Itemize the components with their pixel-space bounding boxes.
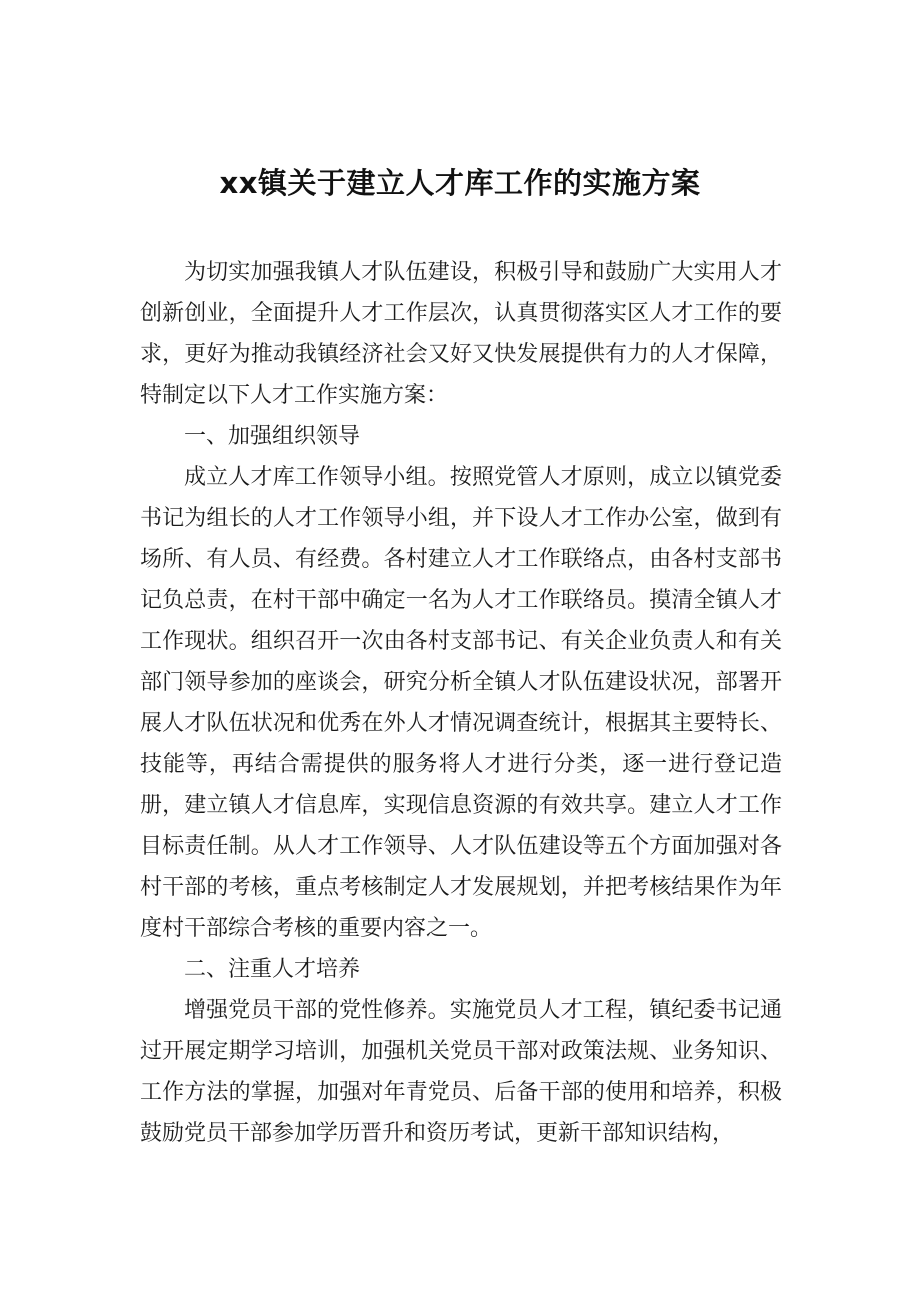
intro-paragraph: 为切实加强我镇人才队伍建设，积极引导和鼓励广大实用人才创新创业，全面提升人才工作层次，认真贯彻落实区人才工作的要求，更好为推动我镇经济社会又好又快发展提供有力的人才保障，特制定以下人才工作实施方案： xyxy=(140,260,782,408)
section-paragraph-2: 增强党员干部的党性修养。实施党员人才工程，镇纪委书记通过开展定期学习培训，加强机关党员干部对政策法规、业务知识、工作方法的掌握，加强对年青党员、后备干部的使用和培养，积极鼓励党员干部参加学历晋升和资历考试，更新干部知识结构， xyxy=(140,998,782,1146)
section-heading-2: 二、注重人才培养 xyxy=(184,957,361,982)
section-heading-1: 一、加强组织领导 xyxy=(184,424,361,449)
document-body xyxy=(140,252,782,1154)
document-title: xx镇关于建立人才库工作的实施方案 xyxy=(219,166,701,200)
section-paragraph-1: 成立人才库工作领导小组。按照党管人才原则，成立以镇党委书记为组长的人才工作领导小组，并下设人才工作办公室，做到有场所、有人员、有经费。各村建立人才工作联络点，由各村支部书记负总责，在村干部中确定一名为人才工作联络员。摸清全镇人才工作现状。组织召开一次由各村支部书记、有关企业负责人和有关部门领导参加的座谈会，研究分析全镇人才队伍建设状况，部署开展人才队伍状况和优秀在外人才情况调查统计，根据其主要特长、技能等，再结合需提供的服务将人才进行分类，逐一进行登记造册，建立镇人才信息库，实现信息资源的有效共享。建立人才工作目标责任制。从人才工作领导、人才队伍建设等五个方面加强对各村干部的考核，重点考核制定人才发展规划，并把考核结果作为年度村干部综合考核的重要内容之一。 xyxy=(140,465,782,941)
